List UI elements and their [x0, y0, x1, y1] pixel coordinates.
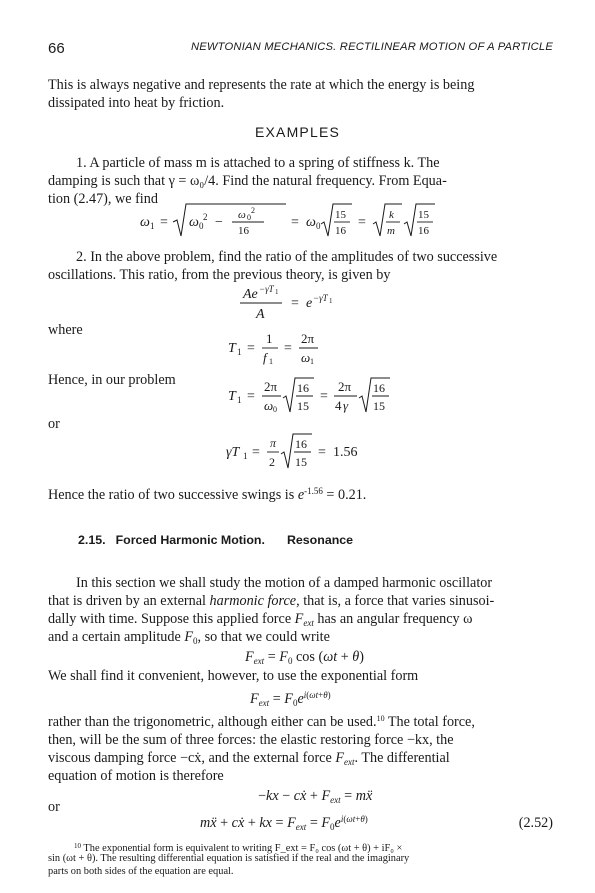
- footnote-line-2: sin (ωt + θ). The resulting differential equation is satisfied if the real and the imaginary: [48, 853, 410, 864]
- example-1-line-3: tion (2.47), we find: [48, 191, 158, 207]
- running-title: NEWTONIAN MECHANICS. RECTILINEAR MOTION OF A PARTICLE: [190, 41, 553, 53]
- svg-text:0: 0: [199, 221, 204, 231]
- equation-natural-frequency: [140, 198, 470, 246]
- svg-text:m: m: [387, 225, 395, 237]
- footnote-reference: 10: [376, 714, 385, 723]
- equation-exponential-force: $F_{ext} = F_0e^{i(\omega t+\theta)}$: [250, 690, 331, 708]
- svg-text:16: 16: [238, 225, 249, 237]
- svg-text:15: 15: [373, 399, 385, 413]
- svg-text:1: 1: [243, 451, 248, 461]
- svg-text:Ae: Ae: [243, 287, 258, 302]
- svg-text:=: =: [291, 296, 299, 311]
- intro-line-1: This is always negative and represents the rate at which the energy is being: [48, 77, 475, 93]
- decrement-value: 1.56: [333, 445, 358, 460]
- svg-text:2π: 2π: [338, 379, 352, 394]
- example-2-line-1: 2. In the above problem, find the ratio of the amplitudes of two successive: [76, 249, 498, 265]
- body-p2: We shall find it convenient, however, to use the exponential form: [48, 668, 419, 684]
- equation-motion: −kx − cẋ + $F_{ext}$ = mẍ: [258, 788, 373, 805]
- svg-text:ω: ω: [301, 350, 311, 365]
- equation-period-problem: [228, 372, 398, 418]
- svg-text:T: T: [228, 341, 236, 356]
- svg-text:1: 1: [237, 347, 242, 357]
- svg-text:2π: 2π: [264, 379, 278, 394]
- svg-text:15: 15: [335, 209, 346, 221]
- conclusion-line: Hence the ratio of two successive swings is $e^{-1.56} = 0.21$.: [48, 486, 367, 503]
- svg-text:1: 1: [150, 221, 155, 231]
- svg-text:=: =: [358, 215, 366, 230]
- running-head: [48, 40, 553, 58]
- footnote-line-1: $^{10}$ The exponential form is equivalent to writing F_ext = F₀ cos (ωt + θ) + iF₀ ×: [74, 842, 403, 854]
- svg-text:ω: ω: [264, 398, 274, 413]
- svg-text:4: 4: [335, 398, 342, 413]
- svg-text:π: π: [270, 436, 277, 450]
- svg-text:=: =: [247, 389, 255, 404]
- emphasis-harmonic-force: harmonic force: [209, 593, 297, 609]
- body-p3-line-4: equation of motion is therefore: [48, 768, 224, 784]
- equation-period: [228, 326, 338, 368]
- conclusion-text: Hence the ratio of two successive swings is: [48, 487, 295, 503]
- body-p3-line-2: then, will be the sum of three forces: the elastic restoring force −kx, the: [48, 732, 454, 748]
- svg-text:16: 16: [335, 225, 346, 237]
- svg-text:0: 0: [273, 405, 277, 414]
- svg-text:e: e: [306, 296, 313, 311]
- svg-text:16: 16: [295, 437, 307, 451]
- svg-text:16: 16: [373, 381, 385, 395]
- svg-text:−γT: −γT: [313, 293, 328, 303]
- svg-text:0: 0: [247, 213, 251, 222]
- example-2-line-2: oscillations. This ratio, from the previous theory, is given by: [48, 267, 391, 283]
- svg-text:k: k: [389, 209, 394, 221]
- body-p1-line-3: dally with time. Suppose this applied force $F_{ext}$ has an angular frequency ω: [48, 611, 473, 628]
- svg-text:ω: ω: [140, 215, 150, 230]
- svg-text:γT: γT: [226, 445, 240, 460]
- intro-line-2: dissipated into heat by friction.: [48, 95, 225, 111]
- svg-text:=: =: [291, 215, 299, 230]
- svg-text:f: f: [263, 350, 267, 365]
- section-number: 2.15.: [78, 533, 106, 547]
- or-label-1: or: [48, 416, 60, 432]
- example-1-line-1: 1. A particle of mass m is attached to a spring of stiffness k. The: [76, 155, 440, 171]
- example-1-line-2: damping is such that γ = ω₀/4. Find the natural frequency. From Equa-: [48, 173, 447, 189]
- equation-amplitude-ratio: [240, 282, 350, 324]
- body-p1-line-2: that is driven by an external harmonic force, that is, a force that varies sinusoi-: [48, 593, 495, 609]
- conclusion-exponent: -1.56: [304, 486, 323, 496]
- or-label-2: or: [48, 799, 60, 815]
- equation-decrement: [226, 428, 376, 474]
- svg-text:2: 2: [203, 212, 208, 222]
- hence-label: Hence, in our problem: [48, 372, 176, 388]
- section-subtitle: Resonance: [286, 533, 354, 547]
- svg-text:−γT: −γT: [259, 284, 274, 294]
- equation-cosine-force: $F_{ext} = F_0$ cos (ωt + θ): [245, 649, 364, 666]
- section-title: Forced Harmonic Motion.: [115, 533, 265, 547]
- equation-2-52: mẍ + cẋ + kx = $F_{ext} = F_0e^{i(\omega t+\theta)}$: [200, 814, 368, 832]
- section-heading: [78, 533, 353, 547]
- body-p3-line-1: rather than the trigonometric, although either can be used.$^{10}$ The total force,: [48, 714, 475, 730]
- footnote-line-3: parts on both sides of the equation are equal.: [48, 866, 234, 877]
- svg-text:16: 16: [418, 225, 429, 237]
- svg-text:=: =: [284, 341, 292, 356]
- svg-text:A: A: [256, 307, 265, 322]
- svg-text:1: 1: [329, 297, 333, 305]
- where-label: where: [48, 322, 83, 338]
- svg-text:15: 15: [295, 455, 307, 469]
- svg-text:2π: 2π: [301, 331, 315, 346]
- svg-text:=: =: [320, 389, 328, 404]
- svg-text:1: 1: [237, 395, 242, 405]
- svg-text:1: 1: [266, 331, 273, 346]
- equation-number: (2.52): [518, 815, 553, 831]
- svg-text:=: =: [247, 341, 255, 356]
- svg-text:−: −: [215, 215, 223, 230]
- svg-text:=: =: [160, 215, 168, 230]
- examples-heading: EXAMPLES: [254, 124, 341, 140]
- svg-text:ω: ω: [238, 209, 246, 221]
- svg-text:0: 0: [316, 221, 321, 231]
- svg-text:1: 1: [275, 288, 279, 296]
- body-p1-line-1: In this section we shall study the motion of a damped harmonic oscillator: [76, 575, 493, 591]
- svg-text:ω: ω: [306, 215, 316, 230]
- svg-text:T: T: [228, 389, 236, 404]
- svg-text:=: =: [252, 445, 260, 460]
- svg-text:1: 1: [310, 357, 314, 366]
- svg-text:γ: γ: [343, 398, 349, 413]
- body-p3-line-3: viscous damping force −cẋ, and the external force $F_{ext}$. The differential: [48, 750, 450, 767]
- svg-text:2: 2: [251, 206, 255, 215]
- svg-text:15: 15: [418, 209, 429, 221]
- svg-text:1: 1: [269, 357, 273, 366]
- conclusion-result: = 0.21.: [326, 487, 367, 503]
- svg-text:16: 16: [297, 381, 309, 395]
- page-number: 66: [48, 40, 65, 57]
- footnote-mark: 10: [74, 842, 81, 850]
- body-p1-line-4: and a certain amplitude $F_0$, so that we could write: [48, 629, 330, 646]
- svg-text:2: 2: [269, 455, 275, 469]
- svg-text:=: =: [318, 445, 326, 460]
- svg-text:15: 15: [297, 399, 309, 413]
- svg-text:ω: ω: [189, 215, 199, 230]
